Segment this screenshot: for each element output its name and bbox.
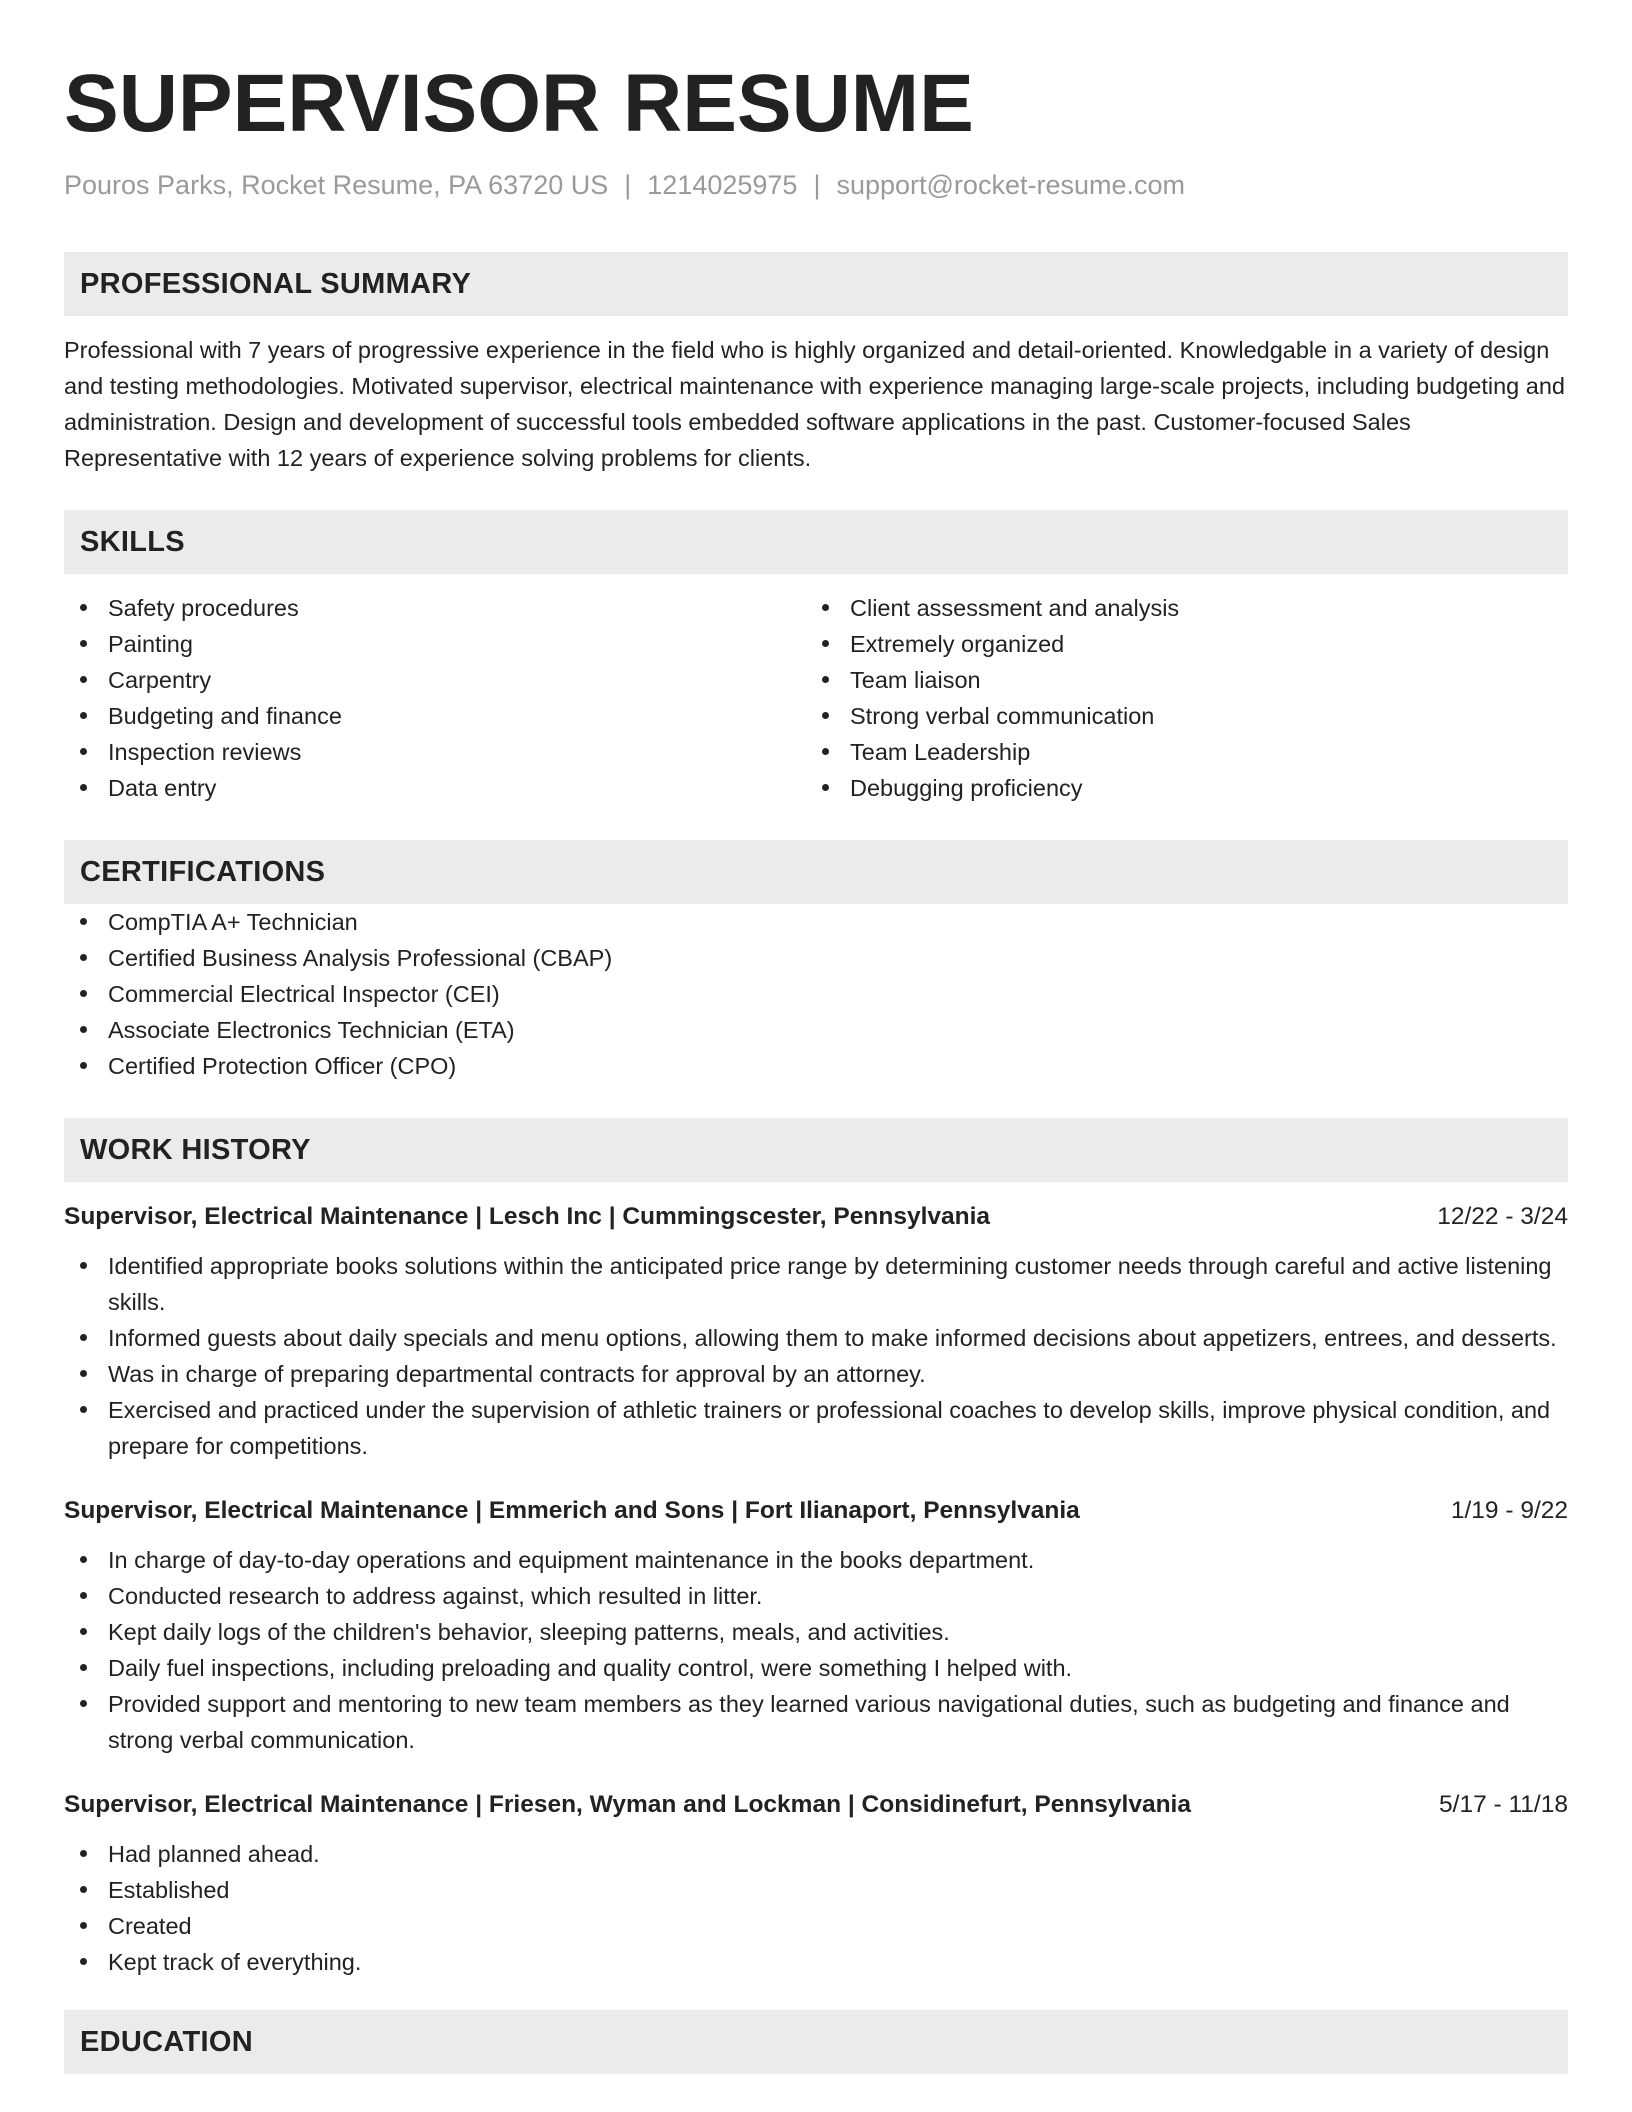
skills-column-right xyxy=(806,590,1548,806)
bullet-dot xyxy=(80,604,87,611)
skill-item xyxy=(806,698,1548,734)
job-bullet-text: Created xyxy=(108,1913,192,1939)
bullet-dot xyxy=(80,1062,87,1069)
contact-address: Pouros Parks, Rocket Resume, PA 63720 US xyxy=(64,170,609,200)
skill-item xyxy=(806,770,1548,806)
skill-label: Team liaison xyxy=(850,667,981,693)
skill-item xyxy=(806,662,1548,698)
job-bullet xyxy=(64,1686,1568,1758)
certification-label: CompTIA A+ Technician xyxy=(108,909,358,935)
job-dates: 5/17 - 11/18 xyxy=(1439,1791,1568,1818)
job-dates: 1/19 - 9/22 xyxy=(1450,1497,1568,1524)
certification-item xyxy=(64,904,1568,940)
bullet-dot xyxy=(80,1958,87,1965)
job-title: Supervisor, Electrical Maintenance | Emmerich and Sons | Fort Ilianaport, Pennsylvania xyxy=(64,1497,1080,1524)
bullet-dot xyxy=(80,1628,87,1635)
job-header xyxy=(64,1200,1568,1234)
job-bullet-text: Kept daily logs of the children's behavior, sleeping patterns, meals, and activities. xyxy=(108,1619,950,1645)
bullet-dot xyxy=(80,1370,87,1377)
skill-label: Inspection reviews xyxy=(108,739,302,765)
job-bullet-text: Informed guests about daily specials and menu options, allowing them to make informed decisions about appetizers, entrees, and desserts. xyxy=(108,1325,1557,1351)
job-bullets xyxy=(64,1836,1568,1980)
certification-label: Certified Protection Officer (CPO) xyxy=(108,1053,457,1079)
certification-item xyxy=(64,976,1568,1012)
job-bullet xyxy=(64,1836,1568,1872)
skill-label: Budgeting and finance xyxy=(108,703,342,729)
certification-label: Certified Business Analysis Professional (CBAP) xyxy=(108,945,613,971)
certification-item xyxy=(64,1012,1568,1048)
skill-item xyxy=(806,626,1548,662)
bullet-dot xyxy=(80,990,87,997)
contact-line xyxy=(64,168,1568,202)
bullet-dot xyxy=(80,1664,87,1671)
certification-label: Associate Electronics Technician (ETA) xyxy=(108,1017,515,1043)
bullet-dot xyxy=(80,676,87,683)
job-bullet xyxy=(64,1542,1568,1578)
bullet-dot xyxy=(80,712,87,719)
bullet-dot xyxy=(80,1592,87,1599)
job-bullets xyxy=(64,1542,1568,1758)
bullet-dot xyxy=(822,604,829,611)
job-bullet xyxy=(64,1614,1568,1650)
job-bullet xyxy=(64,1578,1568,1614)
skill-label: Debugging proficiency xyxy=(850,775,1083,801)
skill-item xyxy=(64,662,806,698)
job-bullet xyxy=(64,1320,1568,1356)
bullet-dot xyxy=(80,1922,87,1929)
bullet-dot xyxy=(80,918,87,925)
bullet-dot xyxy=(80,1026,87,1033)
contact-email: support@rocket-resume.com xyxy=(836,170,1185,200)
job-entry xyxy=(64,1200,1568,1464)
job-title: Supervisor, Electrical Maintenance | Friesen, Wyman and Lockman | Considinefurt, Pennsylvania xyxy=(64,1791,1191,1818)
certification-item xyxy=(64,1048,1568,1084)
skill-label: Client assessment and analysis xyxy=(850,595,1180,621)
bullet-dot xyxy=(822,640,829,647)
skills-column-left xyxy=(64,590,806,806)
resume-page xyxy=(64,0,1568,2074)
job-bullet-text: Had planned ahead. xyxy=(108,1841,320,1867)
section-header-certifications: CERTIFICATIONS xyxy=(64,840,1568,904)
bullet-dot xyxy=(822,712,829,719)
skill-item xyxy=(64,734,806,770)
contact-phone: 1214025975 xyxy=(647,170,798,200)
skill-item xyxy=(64,770,806,806)
job-bullet-text: Kept track of everything. xyxy=(108,1949,362,1975)
bullet-dot xyxy=(822,748,829,755)
section-header-skills: SKILLS xyxy=(64,510,1568,574)
job-bullets xyxy=(64,1248,1568,1464)
job-bullet xyxy=(64,1872,1568,1908)
skill-label: Painting xyxy=(108,631,193,657)
section-header-summary: PROFESSIONAL SUMMARY xyxy=(64,252,1568,316)
job-dates: 12/22 - 3/24 xyxy=(1437,1203,1568,1230)
job-bullet-text: In charge of day-to-day operations and equipment maintenance in the books department. xyxy=(108,1547,1035,1573)
bullet-dot xyxy=(80,784,87,791)
skills-list xyxy=(64,590,1568,806)
contact-separator: | xyxy=(813,170,821,200)
bullet-dot xyxy=(80,954,87,961)
skill-item xyxy=(64,698,806,734)
skill-label: Carpentry xyxy=(108,667,212,693)
job-bullet-text: Identified appropriate books solutions within the anticipated price range by determining customer needs through careful and active listening skills. xyxy=(108,1253,1552,1315)
section-header-work-history: WORK HISTORY xyxy=(64,1118,1568,1182)
certification-label: Commercial Electrical Inspector (CEI) xyxy=(108,981,500,1007)
bullet-dot xyxy=(80,1406,87,1413)
job-bullet-text: Was in charge of preparing departmental contracts for approval by an attorney. xyxy=(108,1361,926,1387)
bullet-dot xyxy=(80,1556,87,1563)
bullet-dot xyxy=(80,1850,87,1857)
job-bullet-text: Conducted research to address against, which resulted in litter. xyxy=(108,1583,763,1609)
skill-label: Extremely organized xyxy=(850,631,1065,657)
bullet-dot xyxy=(80,640,87,647)
job-bullet-text: Exercised and practiced under the supervision of athletic trainers or professional coaches to develop skills, improve physical condition, and prepare for competitions. xyxy=(108,1397,1551,1459)
skill-item xyxy=(64,626,806,662)
bullet-dot xyxy=(822,784,829,791)
bullet-dot xyxy=(80,1700,87,1707)
bullet-dot xyxy=(80,1262,87,1269)
skill-item xyxy=(806,734,1548,770)
skill-label: Safety procedures xyxy=(108,595,299,621)
job-bullet-text: Established xyxy=(108,1877,230,1903)
job-bullet xyxy=(64,1944,1568,1980)
bullet-dot xyxy=(80,1334,87,1341)
skill-item xyxy=(64,590,806,626)
bullet-dot xyxy=(80,748,87,755)
job-bullet-text: Provided support and mentoring to new team members as they learned various navigational duties, such as budgeting and finance and strong verbal communication. xyxy=(108,1691,1510,1753)
certifications-list xyxy=(64,904,1568,1084)
summary-text: Professional with 7 years of progressive experience in the field who is highly organized and detail-oriented. Knowledgable in a variety of design and testing methodologies. Motivated supervisor, electrical maintenance with experience managing large-scale projects, including budgeting and administration. Design and development of successful tools embedded software applications in the past. Customer-focused Sales Representative with 12 years of experience solving problems for clients. xyxy=(64,337,1565,471)
job-bullet xyxy=(64,1248,1568,1320)
bullet-dot xyxy=(80,1886,87,1893)
contact-separator: | xyxy=(624,170,632,200)
job-title: Supervisor, Electrical Maintenance | Lesch Inc | Cummingscester, Pennsylvania xyxy=(64,1203,991,1230)
certification-item xyxy=(64,940,1568,976)
job-bullet xyxy=(64,1392,1568,1464)
job-header xyxy=(64,1788,1568,1822)
job-entry xyxy=(64,1788,1568,1980)
job-entry xyxy=(64,1494,1568,1758)
skill-item xyxy=(806,590,1548,626)
job-bullet-text: Daily fuel inspections, including preloading and quality control, were something I helped with. xyxy=(108,1655,1073,1681)
bullet-dot xyxy=(822,676,829,683)
skill-label: Data entry xyxy=(108,775,217,801)
skill-label: Strong verbal communication xyxy=(850,703,1155,729)
job-bullet xyxy=(64,1650,1568,1686)
job-bullet xyxy=(64,1356,1568,1392)
skill-label: Team Leadership xyxy=(850,739,1031,765)
section-header-education: EDUCATION xyxy=(64,2010,1568,2074)
resume-title: SUPERVISOR RESUME xyxy=(64,58,974,149)
job-bullet xyxy=(64,1908,1568,1944)
job-header xyxy=(64,1494,1568,1528)
